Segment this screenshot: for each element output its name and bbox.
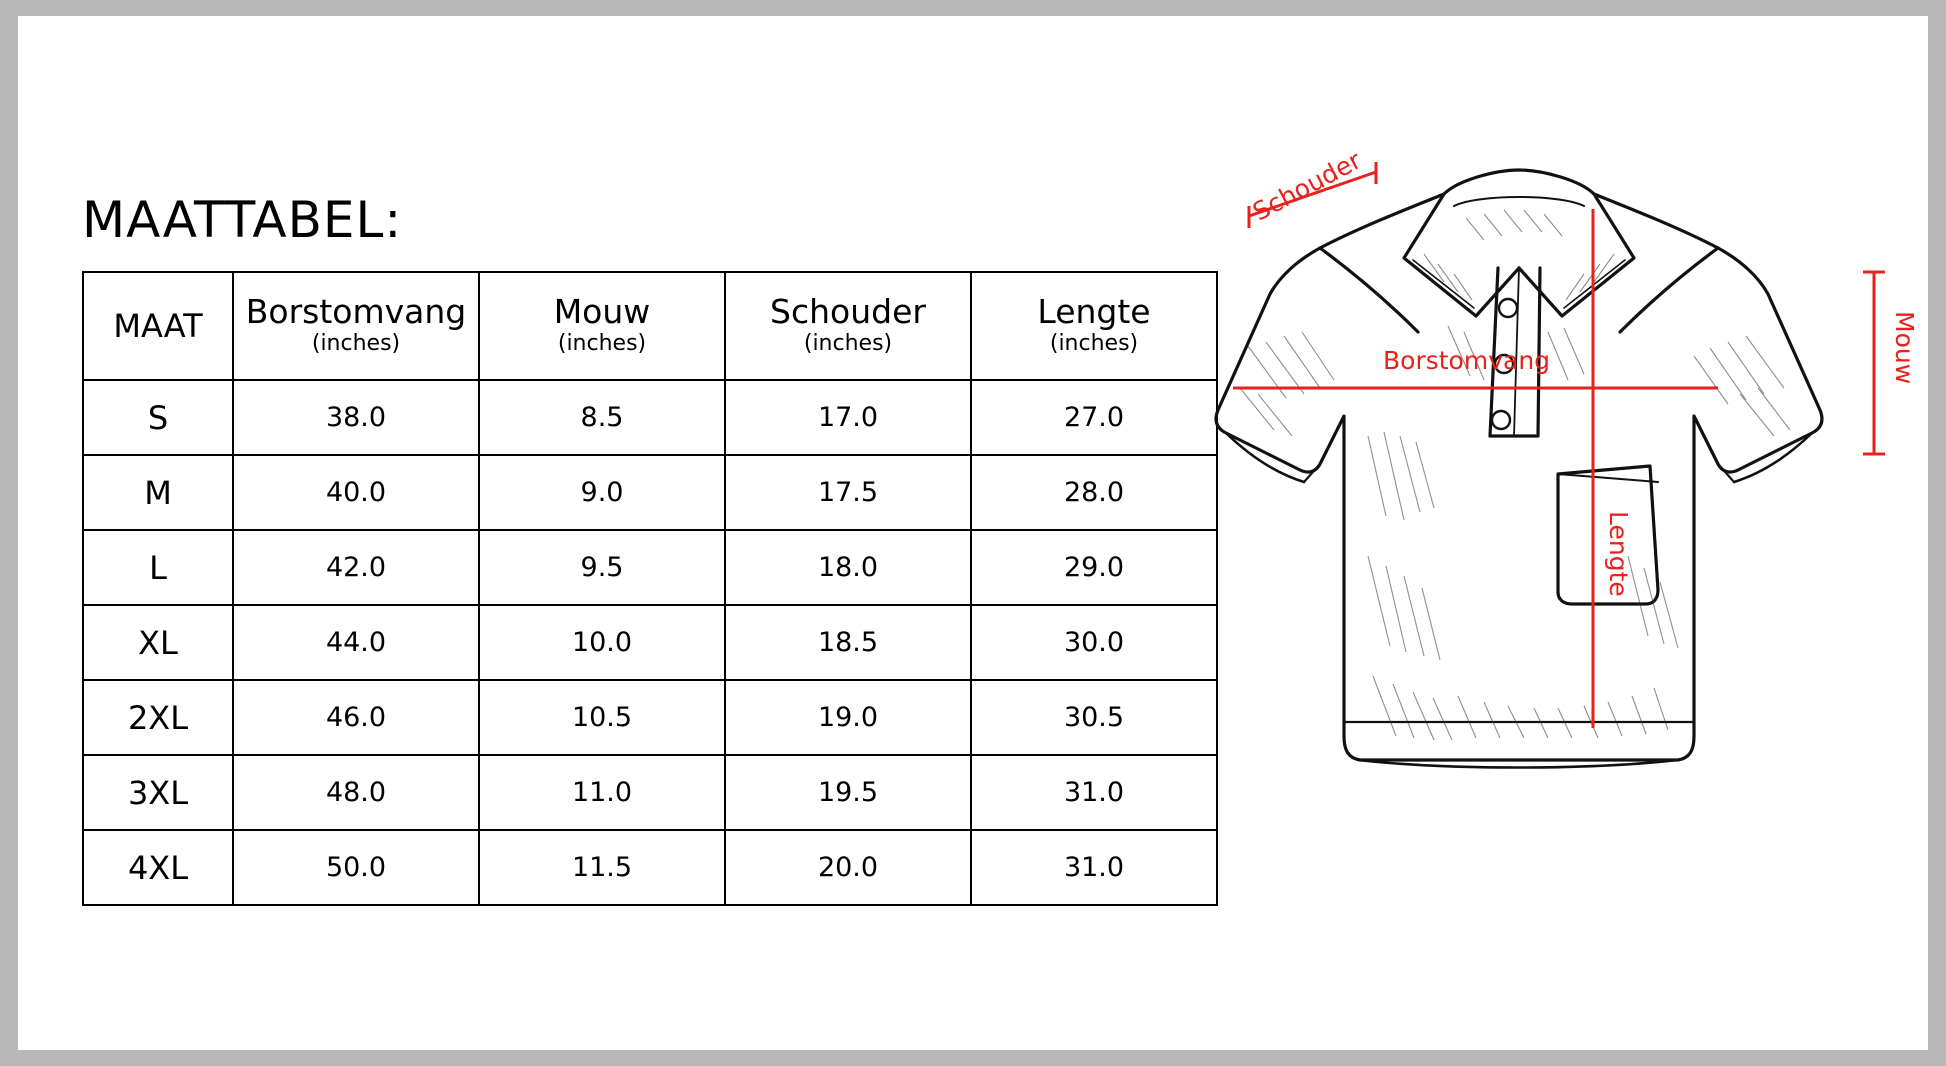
cell-shoulder: 18.0 bbox=[725, 530, 971, 605]
polo-shirt-drawing bbox=[1208, 136, 1908, 936]
cell-length: 29.0 bbox=[971, 530, 1217, 605]
cell-sleeve: 8.5 bbox=[479, 380, 725, 455]
column-header-length-label: Lengte bbox=[1037, 292, 1151, 332]
cell-sleeve: 10.5 bbox=[479, 680, 725, 755]
table-row bbox=[83, 380, 1217, 455]
cell-sleeve: 11.5 bbox=[479, 830, 725, 905]
table-row bbox=[83, 680, 1217, 755]
column-header-sleeve-unit: (inches) bbox=[557, 331, 647, 357]
table-body bbox=[83, 380, 1217, 905]
cell-size: L bbox=[83, 530, 233, 605]
table-row bbox=[83, 755, 1217, 830]
cell-chest: 46.0 bbox=[233, 680, 479, 755]
cell-size: M bbox=[83, 455, 233, 530]
column-header-shoulder bbox=[725, 272, 971, 380]
column-header-chest-label: Borstomvang bbox=[245, 292, 467, 332]
cell-shoulder: 19.0 bbox=[725, 680, 971, 755]
page-title: MAATTABEL: bbox=[82, 191, 403, 249]
cell-size: 4XL bbox=[83, 830, 233, 905]
cell-chest: 38.0 bbox=[233, 380, 479, 455]
cell-size: 3XL bbox=[83, 755, 233, 830]
cell-shoulder: 18.5 bbox=[725, 605, 971, 680]
length-measure-label: Lengte bbox=[1604, 511, 1633, 597]
cell-sleeve: 10.0 bbox=[479, 605, 725, 680]
column-header-shoulder-unit: (inches) bbox=[803, 331, 893, 357]
shoulder-measure-label: Schouder bbox=[1248, 145, 1366, 227]
cell-shoulder: 19.5 bbox=[725, 755, 971, 830]
cell-sleeve: 11.0 bbox=[479, 755, 725, 830]
cell-sleeve: 9.5 bbox=[479, 530, 725, 605]
cell-chest: 48.0 bbox=[233, 755, 479, 830]
cell-chest: 40.0 bbox=[233, 455, 479, 530]
size-chart-page bbox=[18, 16, 1928, 1050]
table-row bbox=[83, 455, 1217, 530]
cell-sleeve: 9.0 bbox=[479, 455, 725, 530]
table-header bbox=[83, 272, 1217, 380]
table-row bbox=[83, 605, 1217, 680]
column-header-sleeve bbox=[479, 272, 725, 380]
cell-length: 30.5 bbox=[971, 680, 1217, 755]
cell-size: XL bbox=[83, 605, 233, 680]
cell-length: 31.0 bbox=[971, 755, 1217, 830]
cell-length: 30.0 bbox=[971, 605, 1217, 680]
table-row bbox=[83, 530, 1217, 605]
column-header-sleeve-label: Mouw bbox=[553, 292, 651, 332]
column-header-shoulder-label: Schouder bbox=[770, 292, 926, 332]
cell-length: 31.0 bbox=[971, 830, 1217, 905]
size-chart-table bbox=[82, 271, 1218, 906]
chest-measure-label: Borstomvang bbox=[1383, 346, 1551, 375]
cell-shoulder: 20.0 bbox=[725, 830, 971, 905]
column-header-chest-unit: (inches) bbox=[311, 331, 401, 357]
cell-shoulder: 17.5 bbox=[725, 455, 971, 530]
cell-chest: 44.0 bbox=[233, 605, 479, 680]
column-header-size bbox=[83, 272, 233, 380]
sleeve-measure-label: Mouw bbox=[1890, 311, 1919, 385]
cell-size: S bbox=[83, 380, 233, 455]
cell-length: 28.0 bbox=[971, 455, 1217, 530]
cell-length: 27.0 bbox=[971, 380, 1217, 455]
column-header-size-label: MAAT bbox=[113, 307, 203, 345]
column-header-length-unit: (inches) bbox=[1049, 331, 1139, 357]
cell-chest: 42.0 bbox=[233, 530, 479, 605]
cell-size: 2XL bbox=[83, 680, 233, 755]
column-header-length bbox=[971, 272, 1217, 380]
column-header-chest bbox=[233, 272, 479, 380]
cell-shoulder: 17.0 bbox=[725, 380, 971, 455]
cell-chest: 50.0 bbox=[233, 830, 479, 905]
table-header-row bbox=[83, 272, 1217, 380]
table-row bbox=[83, 830, 1217, 905]
polo-shirt-illustration bbox=[1208, 136, 1908, 936]
